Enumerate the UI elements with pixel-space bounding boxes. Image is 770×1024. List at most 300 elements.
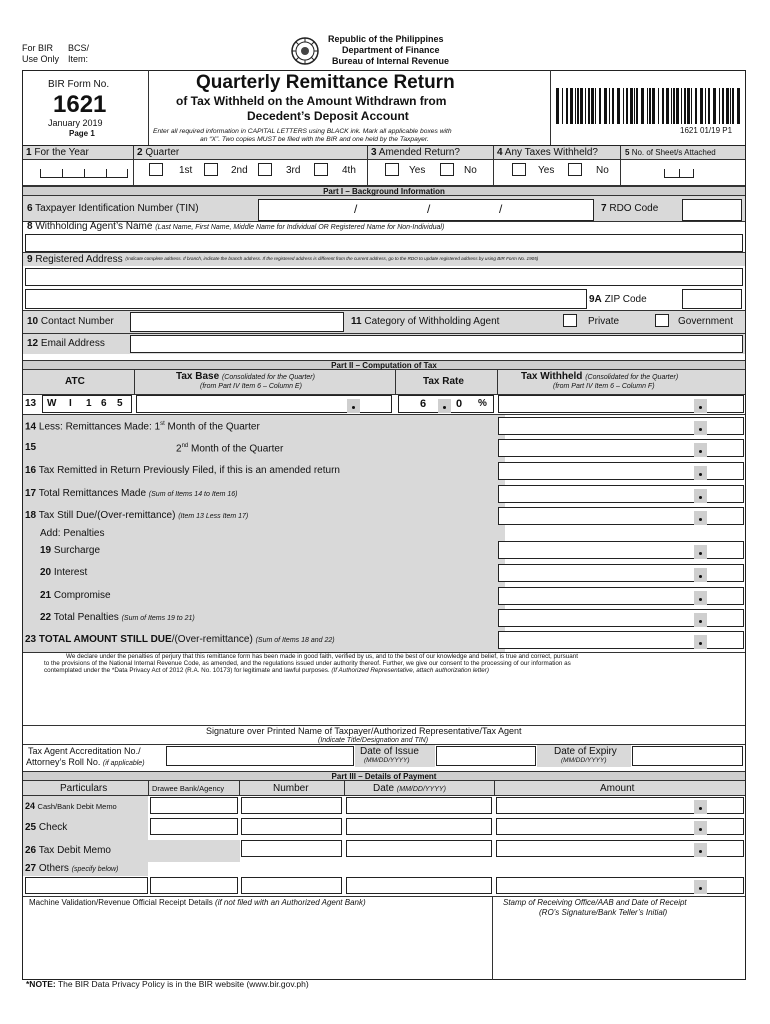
barcode-bar <box>705 88 706 124</box>
rule <box>497 370 498 394</box>
atc-char-3: 1 <box>86 398 92 409</box>
item-24-number: 24 <box>25 801 36 811</box>
item-4-label <box>497 148 598 158</box>
bcs-label: BCS/ <box>68 43 90 53</box>
item-14-text: Less: Remittances Made: 1 <box>38 421 161 433</box>
barcode-bar <box>726 88 729 124</box>
item-25-number: 25 <box>25 822 37 833</box>
atc-char-1: W <box>47 398 57 409</box>
stamp-label-1: Stamp of Receiving Office/AAB and Date of Receipt <box>503 898 687 907</box>
signature-area[interactable] <box>40 680 730 724</box>
barcode-bar <box>612 88 614 124</box>
agent-name-input[interactable] <box>25 234 743 252</box>
date-input[interactable] <box>346 818 492 835</box>
bureau-text: Bureau of Internal Revenue <box>332 56 450 66</box>
item-23-number: 23 <box>25 634 37 645</box>
item-23-label <box>25 635 335 645</box>
amount-decimal <box>694 443 707 457</box>
part-1-header: Part I – Background Information <box>23 186 745 196</box>
barcode-bar <box>580 88 583 124</box>
barcode-bar <box>623 88 624 124</box>
item-15-number <box>25 443 36 453</box>
item-27-text: Others <box>38 863 69 874</box>
instruction-line-1: Enter all required information in CAPITAL LETTERS using BLACK ink. Mark all applicable boxes with <box>153 128 452 135</box>
form-number: 1621 <box>53 91 107 118</box>
barcode-bar <box>700 88 703 124</box>
form-subtitle-2: Decedent’s Deposit Account <box>247 109 409 123</box>
item-3-text: Amended Return? <box>378 147 460 158</box>
rule <box>148 781 149 795</box>
rule <box>23 252 745 253</box>
drawee-input[interactable] <box>150 877 238 894</box>
barcode-bar <box>658 88 659 124</box>
part-2-header: Part II – Computation of Tax <box>23 360 745 370</box>
barcode-bar <box>556 88 559 124</box>
item-8-label <box>27 222 444 232</box>
number-input[interactable] <box>241 818 342 835</box>
barcode-bar <box>695 88 697 124</box>
barcode-bar <box>649 88 651 124</box>
date-of-expiry-hint: (MM/DD/YYYY) <box>561 757 607 764</box>
barcode-bar <box>719 88 720 124</box>
category-private-checkbox[interactable] <box>563 314 577 327</box>
accreditation-input[interactable] <box>166 746 354 766</box>
tax-withheld-amount-input[interactable] <box>498 609 744 627</box>
note-text: The BIR Data Privacy Policy is in the BIR website (www.bir.gov.ph) <box>57 979 309 989</box>
tax-withheld-amount-input[interactable] <box>498 395 744 413</box>
item-19-label <box>40 546 100 556</box>
taxes-withheld-yes-label: Yes <box>538 165 555 176</box>
date-input[interactable] <box>346 877 492 894</box>
address-input-line-2[interactable] <box>25 289 587 309</box>
number-header: Number <box>273 783 309 794</box>
date-of-issue-input[interactable] <box>436 746 536 766</box>
contact-number-input[interactable] <box>130 312 344 332</box>
amount-decimal <box>694 800 707 814</box>
quarter-4th-checkbox[interactable] <box>314 163 328 176</box>
accreditation-label-1: Tax Agent Accreditation No./ <box>28 746 141 756</box>
item-17-label <box>25 489 238 499</box>
tax-rate-decimal-value: 0 <box>456 398 463 410</box>
item-14-sup: st <box>160 421 165 427</box>
stamp-label-2: (RO’s Signature/Bank Teller’s Initial) <box>539 908 668 917</box>
zip-code-input[interactable] <box>682 289 742 309</box>
rule <box>367 146 368 185</box>
amount-decimal <box>694 489 707 503</box>
rule <box>620 146 621 185</box>
barcode-bar <box>708 88 710 124</box>
tin-separator-1: / <box>354 202 358 216</box>
item-18-text: Tax Still Due/(Over-remittance) <box>38 510 176 521</box>
part-3-header: Part III – Details of Payment <box>23 771 745 781</box>
item-18-label <box>25 511 248 521</box>
quarter-3rd-label: 3rd <box>286 165 301 176</box>
barcode-bar <box>681 88 682 124</box>
item-6-text: Taxpayer Identification Number (TIN) <box>35 203 199 214</box>
barcode-bar <box>641 88 644 124</box>
rule <box>134 370 135 394</box>
rule <box>23 159 745 160</box>
item-3-label <box>371 148 460 158</box>
note-bold: *NOTE: <box>26 979 56 989</box>
barcode-bar <box>588 88 590 124</box>
barcode-bar <box>647 88 648 124</box>
amount-decimal <box>694 843 707 857</box>
bir-use-label-2: Use Only <box>22 54 60 64</box>
item-9-text: Registered Address <box>35 254 123 265</box>
item-17-text: Total Remittances Made <box>38 488 147 499</box>
others-specify-input[interactable] <box>25 877 148 894</box>
quarter-2nd-checkbox[interactable] <box>204 163 218 176</box>
item-15-text: 2 <box>176 443 182 455</box>
signature-label: Signature over Printed Name of Taxpayer/Authorized Representative/Tax Agent <box>206 726 522 736</box>
item-12-number: 12 <box>27 338 39 349</box>
item-14-tail: Month of the Quarter <box>167 421 260 433</box>
barcode-bar <box>626 88 628 124</box>
barcode-bar <box>562 88 563 124</box>
tax-withheld-amount-input[interactable] <box>498 507 744 525</box>
barcode-bar <box>570 88 573 124</box>
item-6-number: 6 <box>27 203 33 214</box>
barcode-bar <box>666 88 669 124</box>
number-input[interactable] <box>241 877 342 894</box>
barcode-bar <box>652 88 655 124</box>
barcode-bar <box>676 88 679 124</box>
address-input-line-1[interactable] <box>25 268 743 286</box>
item-17-hint: (Sum of Items 14 to Item 16) <box>148 491 238 498</box>
item-6-label <box>27 204 199 214</box>
tax-withheld-amount-input[interactable] <box>498 587 744 605</box>
item-27-label <box>25 864 118 874</box>
republic-text: Republic of the Philippines <box>328 34 444 44</box>
item-4-text: Any Taxes Withheld? <box>504 147 598 158</box>
item-9-number: 9 <box>27 254 33 265</box>
bir-use-label-1: For BIR <box>22 43 54 53</box>
barcode-bar <box>691 88 692 124</box>
item-20-label <box>40 568 87 578</box>
rdo-code-input[interactable] <box>682 199 742 221</box>
declaration-line-2: to the provisions of the National Internal Revenue Code, as amended, and the regulations issued under authority thereof. Further, we give our consent to the processing of our information as <box>44 660 571 667</box>
barcode <box>556 88 740 124</box>
item-10-text: Contact Number <box>40 316 114 327</box>
instruction-line-2: an “X”. Two copies MUST be filed with the BIR and one held by the Taxpayer. <box>200 136 429 143</box>
rule <box>239 781 240 795</box>
date-input[interactable] <box>346 797 492 814</box>
item-2-label <box>137 148 179 158</box>
atc-header: ATC <box>65 376 85 387</box>
item-1-label <box>26 148 89 158</box>
accreditation-hint: (if applicable) <box>102 760 145 767</box>
category-government-label: Government <box>678 316 734 327</box>
number-input[interactable] <box>241 797 342 814</box>
bir-seal-icon <box>288 36 322 66</box>
item-18-number: 18 <box>25 510 37 521</box>
amount-decimal <box>694 613 707 627</box>
particulars-header: Particulars <box>60 783 108 794</box>
email-input[interactable] <box>130 335 743 353</box>
header-divider-left <box>148 70 149 146</box>
rule <box>23 414 745 415</box>
sheets-attached-input[interactable] <box>664 168 694 178</box>
barcode-bar <box>713 88 716 124</box>
tax-withheld-amount-input[interactable] <box>498 485 744 503</box>
atc-char-2: I <box>69 398 72 409</box>
tax-withheld-amount-input[interactable] <box>498 462 744 480</box>
tax-rate-percent: % <box>478 398 487 409</box>
item-7-label <box>601 204 658 214</box>
item-1-text: For the Year <box>34 147 89 158</box>
amount-decimal <box>694 399 707 413</box>
rule <box>395 370 396 394</box>
item-2-text: Quarter <box>145 147 180 158</box>
item-11-label <box>351 317 499 327</box>
item-12-label <box>27 339 105 349</box>
taxes-withheld-no-label: No <box>596 165 609 176</box>
barcode-bar <box>595 88 596 124</box>
amended-yes-checkbox[interactable] <box>385 163 399 176</box>
machine-validation-text: Machine Validation/Revenue Official Receipt Details <box>29 898 213 907</box>
item-10-number: 10 <box>27 316 39 327</box>
item-3-number: 3 <box>371 147 377 158</box>
item-26-label <box>25 846 111 856</box>
amount-decimal <box>694 568 707 582</box>
rule <box>133 146 134 185</box>
tax-debit-memo-drawee-band <box>148 840 240 862</box>
machine-validation-hint: (if not filed with an Authorized Agent Bank) <box>215 898 366 907</box>
rule <box>23 333 745 334</box>
item-9a-label <box>589 295 647 305</box>
rule <box>23 310 745 311</box>
date-of-expiry-input[interactable] <box>632 746 743 766</box>
barcode-bar <box>671 88 672 124</box>
barcode-bar <box>585 88 586 124</box>
tax-withheld-amount-input[interactable] <box>498 417 744 435</box>
item-21-label <box>40 591 111 601</box>
item-13-number: 13 <box>25 398 37 409</box>
barcode-bar <box>684 88 686 124</box>
tax-withheld-header <box>521 372 678 382</box>
year-input[interactable] <box>40 168 128 178</box>
number-input[interactable] <box>241 840 342 857</box>
declaration-line-1: We declare under the penalties of perjury that this remittance form has been made in good faith, verified by us, and to the best of our knowledge and belief, is true and correct, pursuant <box>66 653 578 660</box>
tin-separator-2: / <box>427 202 431 216</box>
item-26-number: 26 <box>25 845 37 856</box>
tax-base-ref: (from Part IV Item 6 – Column E) <box>200 383 302 390</box>
amount-decimal <box>694 635 707 649</box>
add-penalties-label: Add: Penalties <box>40 528 105 539</box>
form-no-label: BIR Form No. <box>48 79 110 90</box>
item-8-text: Withholding Agent’s Name <box>35 221 153 232</box>
item-22-text: Total Penalties <box>53 612 119 623</box>
quarter-4th-label: 4th <box>342 165 356 176</box>
quarter-1st-label: 1st <box>179 165 193 176</box>
tax-rate-header: Tax Rate <box>423 376 464 387</box>
rule <box>492 896 493 980</box>
item-26-text: Tax Debit Memo <box>38 845 111 856</box>
form-date: January 2019 <box>48 118 103 128</box>
amended-no-checkbox[interactable] <box>440 163 454 176</box>
barcode-bar <box>636 88 638 124</box>
item-27-number: 27 <box>25 863 37 874</box>
quarter-2nd-label: 2nd <box>231 165 248 176</box>
amount-decimal <box>694 421 707 435</box>
tax-withheld-amount-input[interactable] <box>498 439 744 457</box>
item-9-hint: (Indicate complete address. If branch, indicate the branch address. If the registered address is different from the current address, go to the RDO to update registered address by using BIR Form No. 1905) <box>125 256 539 262</box>
item-23-tail: /(Over-remittance) <box>171 634 253 645</box>
amount-decimal <box>694 466 707 480</box>
item-14-label <box>25 421 260 432</box>
item-7-text: RDO Code <box>609 203 659 214</box>
item-15-sup: nd <box>181 443 189 449</box>
item-8-number: 8 <box>27 221 33 232</box>
tax-base-hint: (Consolidated for the Quarter) <box>221 374 315 381</box>
item-20-text: Interest <box>53 567 88 578</box>
barcode-bar <box>599 88 601 124</box>
tax-rate-decimal <box>438 399 451 413</box>
item-19-number: 19 <box>40 545 52 556</box>
item-9a-number: 9A <box>589 294 602 305</box>
item-22-number: 22 <box>40 612 52 623</box>
drawee-input[interactable] <box>150 797 238 814</box>
tax-withheld-ref: (from Part IV Item 6 – Column F) <box>553 383 655 390</box>
item-5-label <box>625 149 716 157</box>
item-21-text: Compromise <box>53 590 111 601</box>
category-private-label: Private <box>588 316 620 327</box>
rule <box>23 896 745 897</box>
page-number: Page 1 <box>69 129 95 138</box>
atc-char-4: 6 <box>101 398 107 409</box>
item-21-number: 21 <box>40 590 52 601</box>
barcode-bar <box>737 88 740 124</box>
item-24-label <box>25 802 117 811</box>
tax-withheld-amount-input[interactable] <box>498 541 744 559</box>
item-18-hint: (Item 13 Less Item 17) <box>178 513 249 520</box>
item-1-number: 1 <box>26 147 32 158</box>
item-19-text: Surcharge <box>53 545 101 556</box>
rule <box>494 781 495 795</box>
item-9-label <box>27 255 538 265</box>
barcode-bar <box>591 88 594 124</box>
drawee-header: Drawee Bank/Agency <box>152 784 225 793</box>
header-divider-right <box>550 70 551 146</box>
date-of-issue-hint: (MM/DD/YYYY) <box>364 757 410 764</box>
tin-input[interactable] <box>258 199 594 221</box>
tax-withheld-hint: (Consolidated for the Quarter) <box>585 374 679 381</box>
item-23-hint: (Sum of Items 18 and 22) <box>255 637 335 644</box>
tin-separator-3: / <box>499 202 503 216</box>
item-10-label <box>27 317 114 327</box>
taxes-withheld-no-checkbox[interactable] <box>568 163 582 176</box>
item-15-label <box>176 443 283 454</box>
quarter-1st-checkbox[interactable] <box>149 163 163 176</box>
item-label: Item: <box>68 54 89 64</box>
tax-base-title: Tax Base <box>176 371 220 382</box>
date-input[interactable] <box>346 840 492 857</box>
item-22-label <box>40 613 195 623</box>
item-11-text: Category of Withholding Agent <box>364 316 500 327</box>
item-9a-text: ZIP Code <box>604 294 647 305</box>
barcode-bar <box>732 88 734 124</box>
quarter-3rd-checkbox[interactable] <box>258 163 272 176</box>
item-23-text: TOTAL AMOUNT STILL DUE <box>38 634 172 645</box>
item-16-label <box>25 466 340 476</box>
barcode-code: 1621 01/19 P1 <box>680 126 733 135</box>
tax-rate-value: 6 <box>420 398 427 410</box>
barcode-bar <box>617 88 620 124</box>
date-header-text: Date <box>373 783 395 794</box>
item-11-number: 11 <box>351 316 362 327</box>
barcode-bar <box>673 88 675 124</box>
tax-base-header <box>176 372 315 382</box>
barcode-bar <box>604 88 607 124</box>
accreditation-label-2 <box>26 758 145 767</box>
item-7-number: 7 <box>601 203 607 214</box>
accreditation-label-2-text: Attorney’s Roll No. <box>26 757 101 767</box>
amended-no-label: No <box>464 165 477 176</box>
signature-hint: (Indicate Title/Designation and TIN) <box>318 737 429 744</box>
amount-decimal <box>694 880 707 894</box>
item-5-text: No. of Sheet/s Attached <box>631 148 716 157</box>
item-16-text: Tax Remitted in Return Previously Filed, if this is an amended return <box>38 465 340 476</box>
drawee-input[interactable] <box>150 818 238 835</box>
amount-decimal <box>694 821 707 835</box>
amount-decimal <box>694 545 707 559</box>
date-header-hint: (MM/DD/YYYY) <box>396 786 446 793</box>
item-15-num: 15 <box>25 442 37 453</box>
atc-char-5: 5 <box>117 398 123 409</box>
amount-header: Amount <box>600 783 635 794</box>
declaration-line-3-italic: (If Authorized Representative, attach authorization letter) <box>331 667 489 674</box>
item-8-hint: (Last Name, First Name, Middle Name for Individual OR Registered Name for Non-Individual) <box>155 224 445 231</box>
tax-withheld-amount-input[interactable] <box>498 631 744 649</box>
amount-decimal <box>694 511 707 525</box>
data-privacy-note <box>26 980 309 989</box>
tax-withheld-amount-input[interactable] <box>498 564 744 582</box>
machine-validation-label <box>29 899 366 907</box>
item-12-text: Email Address <box>40 338 105 349</box>
rule <box>344 781 345 795</box>
category-government-checkbox[interactable] <box>655 314 669 327</box>
tax-withheld-title: Tax Withheld <box>521 371 583 382</box>
item-20-number: 20 <box>40 567 52 578</box>
item-24-text: Cash/Bank Debit Memo <box>37 802 117 811</box>
item-25-label <box>25 823 67 833</box>
item-22-hint: (Sum of Items 19 to 21) <box>121 615 195 622</box>
barcode-bar <box>609 88 610 124</box>
date-header <box>373 784 446 794</box>
barcode-bar <box>577 88 579 124</box>
item-16-number: 16 <box>25 465 37 476</box>
item-15-tail: Month of the Quarter <box>191 443 284 455</box>
item-5-number: 5 <box>625 148 630 157</box>
barcode-bar <box>634 88 635 124</box>
item-4-number: 4 <box>497 147 503 158</box>
item-17-number: 17 <box>25 488 37 499</box>
barcode-bar <box>662 88 664 124</box>
item-25-text: Check <box>38 822 68 833</box>
item-14-number: 14 <box>25 421 37 433</box>
barcode-bar <box>566 88 568 124</box>
form-title: Quarterly Remittance Return <box>196 72 455 93</box>
date-of-issue-label: Date of Issue <box>360 746 419 757</box>
department-text: Department of Finance <box>342 45 440 55</box>
form-subtitle-1: of Tax Withheld on the Amount Withdrawn from <box>176 94 447 108</box>
barcode-bar <box>730 88 731 124</box>
taxes-withheld-yes-checkbox[interactable] <box>512 163 526 176</box>
barcode-bar <box>722 88 724 124</box>
barcode-bar <box>630 88 633 124</box>
date-of-expiry-label: Date of Expiry <box>554 746 617 757</box>
